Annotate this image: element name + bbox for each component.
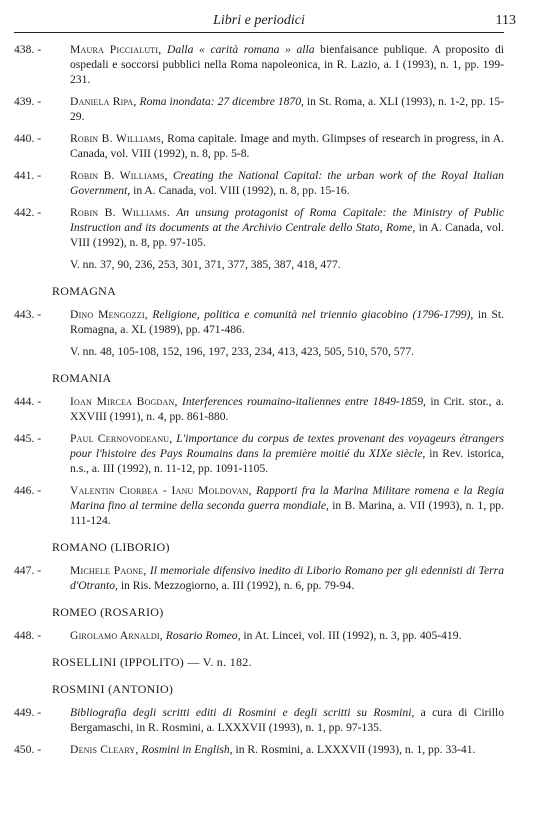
entry-number: 450. - <box>14 743 42 756</box>
entry-title: Interferences roumaino-italiennes entre 1849-1859, <box>181 395 426 408</box>
entry-title: Bibliografia degli scritti editi di Rosmini e degli scritti su Rosmini, <box>70 706 415 719</box>
entry-author: Daniela Ripa, <box>70 95 137 108</box>
section-heading: ROSELLINI (IPPOLITO) — V. n. 182. <box>52 655 252 669</box>
section-heading: ROMANO (LIBORIO) <box>52 540 170 554</box>
section-heading: ROMANIA <box>52 371 112 385</box>
entry-title: Il memoriale difensivo inedito di Liborio Romano per gli edennisti di Terra d'Otranto, <box>70 564 504 592</box>
bibliography-entry <box>14 307 504 337</box>
entry-title: Creating the National Capital: the urban work of the Royal Italian Government, <box>70 169 504 197</box>
entry-number: 442. - <box>14 206 42 219</box>
entry-number: 438. - <box>14 43 42 56</box>
entry-text <box>70 42 504 87</box>
entry-number: 448. - <box>14 629 42 642</box>
entry-details: bienfaisance publique. A proposito di ospedali e soccorsi pubblici nella Roma napoleonica, in R. Lazio, a. I (1993), n. 1, pp. 199-231. <box>70 43 505 86</box>
entry-details: in A. Canada, vol. VIII (1992), n. 8, pp. 15-16. <box>133 184 350 197</box>
bibliography-entry <box>14 168 504 198</box>
entry-text <box>70 742 504 757</box>
bibliography-entry <box>14 431 504 476</box>
running-head <box>14 10 516 33</box>
entry-title: Dalla « carità romana » alla <box>167 43 315 56</box>
entry-text <box>70 628 504 643</box>
entry-details: in Ris. Mezzogiorno, a. III (1992), n. 6, pp. 79-94. <box>120 579 355 592</box>
bibliography-entry <box>14 563 504 593</box>
bibliography-entry <box>14 628 504 643</box>
entry-details: in B. Marina, a. VII (1993), n. 1, pp. 111-124. <box>70 499 504 527</box>
entry-details: Roma capitale. Image and myth. Glimpses of research in progress, in A. Canada, vol. VIII (1992), n. 8, pp. 5-8. <box>70 132 504 160</box>
section-heading: ROMAGNA <box>52 284 117 298</box>
bibliography-entry <box>14 131 504 161</box>
entry-details: in R. Rosmini, a. LXXXVII (1993), n. 1, pp. 33-41. <box>235 743 476 756</box>
entry-title: Rosario Romeo, <box>165 629 241 642</box>
entry-author: Maura Piccialuti, <box>70 43 162 56</box>
entry-details: in At. Lincei, vol. III (1992), n. 3, pp. 405-419. <box>243 629 462 642</box>
entry-number: 440. - <box>14 132 42 145</box>
entry-title: An unsung protagonist of Roma Capitale: the Ministry of Public Instruction and its documents at the Archivio Centrale dello Stato, Rome, <box>70 206 505 234</box>
entry-title: L'importance du corpus de textes provenant des voyageurs étrangers pour l'histoire des Pays Roumains dans la première moitié du XIXe siècle, <box>70 432 504 460</box>
entry-author: Dino Mengozzi, <box>70 308 148 321</box>
entry-text <box>70 205 504 250</box>
entry-title: Rapporti fra la Marina Militare romena e la Regia Marina fino al termine della seconda guerra mondiale, <box>70 484 504 512</box>
entry-details: in A. Canada, vol. VIII (1992), n. 8, pp. 97-105. <box>70 221 504 249</box>
entry-text <box>70 131 504 161</box>
section-heading: ROMEO (ROSARIO) <box>52 605 164 619</box>
entry-number: 449. - <box>14 706 42 719</box>
bibliography-entry <box>14 742 504 757</box>
bibliography-entry <box>14 205 504 250</box>
entry-number: 447. - <box>14 564 42 577</box>
entry-title: Religione, politica e comunità nel triennio giacobino (1796-1799), <box>152 308 474 321</box>
entry-author: Girolamo Arnaldi, <box>70 629 163 642</box>
bibliography-entry <box>14 705 504 735</box>
entry-author: Robin B. Williams, <box>70 132 164 145</box>
see-also-references: V. nn. 37, 90, 236, 253, 301, 371, 377, 385, 387, 418, 477. <box>70 258 341 271</box>
entry-number: 446. - <box>14 484 42 497</box>
entry-number: 443. - <box>14 308 42 321</box>
entry-author: Denis Cleary, <box>70 743 139 756</box>
entry-author: Robin B. Williams, <box>70 169 168 182</box>
entry-text <box>70 431 504 476</box>
entry-text <box>70 705 504 735</box>
entry-author: Ioan Mircea Bogdan, <box>70 395 178 408</box>
bibliography-entry <box>14 94 504 124</box>
bibliography-entry <box>14 394 504 424</box>
entry-number: 441. - <box>14 169 42 182</box>
entry-details: in St. Roma, a. XLI (1993), n. 1-2, pp. 15-29. <box>70 95 504 123</box>
entry-details: in St. Romagna, a. XL (1989), pp. 471-486. <box>70 308 505 336</box>
entry-author: Paul Cernovodeanu, <box>70 432 173 445</box>
entry-number: 444. - <box>14 395 42 408</box>
entry-author: Robin B. Williams. <box>70 206 170 219</box>
bibliography-entry <box>14 483 504 528</box>
entry-text <box>70 94 504 124</box>
section-heading: ROSMINI (ANTONIO) <box>52 682 174 696</box>
entry-details: in Crit. stor., a. XXVIII (1991), n. 4, pp. 861-880. <box>70 395 504 423</box>
page-number: 113 <box>495 13 516 28</box>
entry-details: a cura di Cirillo Bergamaschi, in R. Rosmini, a. LXXXVII (1993), n. 1, pp. 97-135. <box>70 706 504 734</box>
entry-text <box>70 307 504 337</box>
bibliography-list <box>14 42 504 757</box>
entry-title: Roma inondata: 27 dicembre 1870, <box>139 95 304 108</box>
entry-author: Valentin Ciorbea - Ianu Moldovan, <box>70 484 252 497</box>
entry-text <box>70 563 504 593</box>
entry-text <box>70 483 504 528</box>
entry-author: Michele Paone, <box>70 564 147 577</box>
entry-details: in Rev. istorica, n.s., a. III (1992), n. 11-12, pp. 1091-1105. <box>70 447 504 475</box>
entry-text <box>70 394 504 424</box>
entry-title: Rosmini in English, <box>141 743 233 756</box>
entry-text <box>70 168 504 198</box>
entry-number: 439. - <box>14 95 42 108</box>
running-title: Libri e periodici <box>213 13 305 28</box>
bibliography-entry <box>14 42 504 87</box>
entry-number: 445. - <box>14 432 42 445</box>
see-also-references: V. nn. 48, 105-108, 152, 196, 197, 233, 234, 413, 423, 505, 510, 570, 577. <box>70 345 415 358</box>
